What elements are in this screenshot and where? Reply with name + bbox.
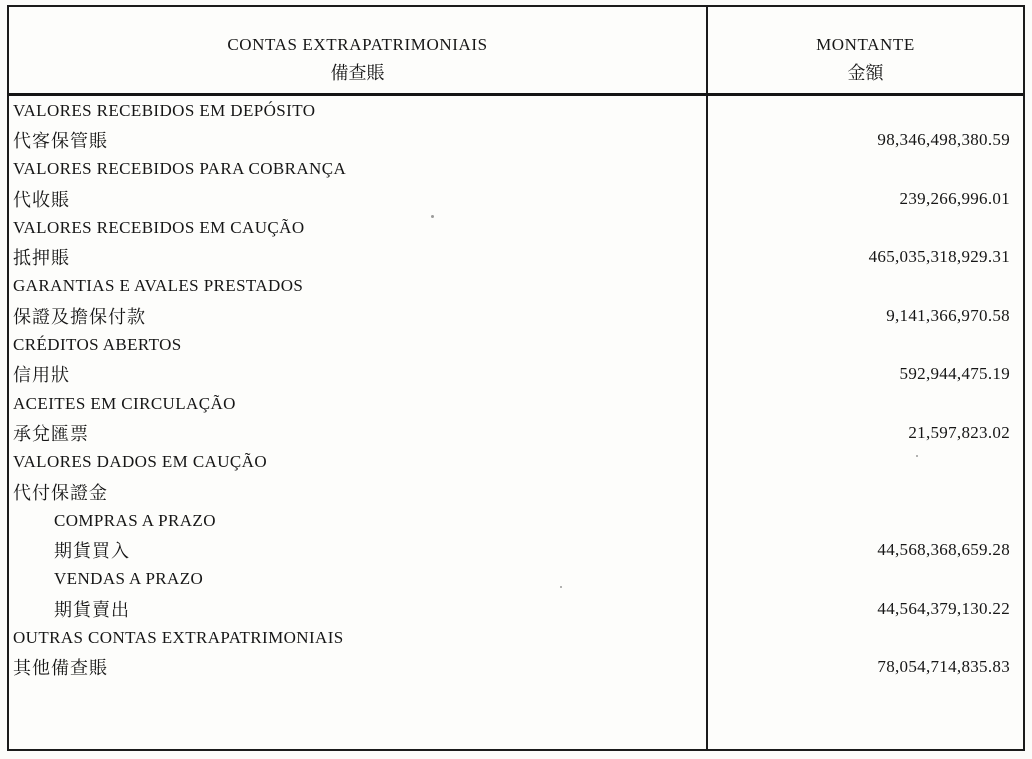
- account-name-pt: VENDAS A PRAZO: [54, 569, 204, 589]
- amount-cell-empty: [708, 506, 1023, 535]
- amount-cell: [708, 477, 1023, 506]
- account-name-cell: [9, 155, 708, 184]
- account-row-name-pt: [9, 330, 1023, 359]
- account-amount: 98,346,498,380.59: [877, 129, 1010, 149]
- account-row-name-zh: [9, 184, 1023, 213]
- account-name-pt: ACEITES EM CIRCULAÇÃO: [13, 393, 236, 413]
- account-name-cell: [9, 96, 708, 125]
- account-name-cell: [9, 213, 708, 242]
- table-blank-space: [9, 682, 1023, 749]
- account-name-pt: VALORES RECEBIDOS PARA COBRANÇA: [13, 159, 347, 179]
- account-name-pt: VALORES DADOS EM CAUÇÃO: [13, 452, 267, 472]
- account-row-name-zh: [9, 301, 1023, 330]
- scan-speck: [916, 455, 918, 457]
- amount-cell-empty: [708, 623, 1023, 652]
- header-amount-label-zh: 金額: [847, 63, 884, 83]
- account-name-cell: [9, 477, 708, 506]
- account-row-name-pt: [9, 155, 1023, 184]
- account-name-cell: [9, 418, 708, 447]
- table-body: [9, 96, 1023, 749]
- account-name-pt: COMPRAS A PRAZO: [54, 510, 216, 530]
- account-amount: 21,597,823.02: [908, 422, 1010, 442]
- scan-speck: [560, 586, 562, 588]
- account-amount: 465,035,318,929.31: [868, 247, 1010, 267]
- account-amount: 592,944,475.19: [899, 364, 1010, 384]
- account-name-zh: 抵押賬: [13, 248, 70, 269]
- amount-cell-empty: [708, 389, 1023, 418]
- account-name-cell: [9, 565, 708, 594]
- header-accounts-label-pt: CONTAS EXTRAPATRIMONIAIS: [227, 35, 488, 54]
- account-row-name-zh: [9, 535, 1023, 564]
- header-cell-amount: [708, 7, 1023, 93]
- amount-cell-empty: [708, 155, 1023, 184]
- account-name-cell: [9, 184, 708, 213]
- account-row-name-pt: [9, 448, 1023, 477]
- amount-cell: [708, 535, 1023, 564]
- account-row-name-zh: [9, 594, 1023, 623]
- account-row-name-zh: [9, 418, 1023, 447]
- amount-cell: [708, 594, 1023, 623]
- account-name-cell: [9, 535, 708, 564]
- amount-cell: [708, 125, 1023, 154]
- account-name-zh: 期貨賣出: [54, 599, 130, 620]
- account-name-pt: OUTRAS CONTAS EXTRAPATRIMONIAIS: [13, 627, 344, 647]
- account-name-pt: VALORES RECEBIDOS EM CAUÇÃO: [13, 217, 305, 237]
- blank-left-cell: [9, 682, 708, 749]
- amount-cell-empty: [708, 96, 1023, 125]
- table-header: [9, 7, 1023, 96]
- account-name-zh: 期貨買入: [54, 541, 130, 562]
- header-cell-accounts: [9, 7, 708, 93]
- amount-cell-empty: [708, 330, 1023, 359]
- account-name-cell: [9, 301, 708, 330]
- account-name-pt: VALORES RECEBIDOS EM DEPÓSITO: [13, 100, 316, 120]
- amount-cell-empty: [708, 565, 1023, 594]
- amount-cell-empty: [708, 213, 1023, 242]
- account-row-name-zh: [9, 360, 1023, 389]
- account-name-cell: [9, 360, 708, 389]
- account-amount: 9,141,366,970.58: [886, 305, 1010, 325]
- account-amount: 44,564,379,130.22: [877, 598, 1010, 618]
- blank-right-cell: [708, 682, 1023, 749]
- account-name-cell: [9, 653, 708, 682]
- account-row-name-pt: [9, 213, 1023, 242]
- amount-cell: [708, 418, 1023, 447]
- account-name-cell: [9, 272, 708, 301]
- account-row-name-pt: [9, 506, 1023, 535]
- account-name-cell: [9, 389, 708, 418]
- account-row-name-pt: [9, 565, 1023, 594]
- account-amount: 44,568,368,659.28: [877, 540, 1010, 560]
- account-name-zh: 其他備查賬: [13, 658, 108, 679]
- account-row-name-pt: [9, 96, 1023, 125]
- account-row-name-zh: [9, 125, 1023, 154]
- account-name-cell: [9, 125, 708, 154]
- account-amount: 239,266,996.01: [899, 188, 1010, 208]
- account-row-name-pt: [9, 272, 1023, 301]
- account-name-pt: CRÉDITOS ABERTOS: [13, 335, 182, 355]
- amount-cell: [708, 184, 1023, 213]
- amount-cell-empty: [708, 448, 1023, 477]
- scan-speck: [431, 215, 434, 218]
- account-name-zh: 代客保管賬: [13, 130, 108, 151]
- account-name-cell: [9, 448, 708, 477]
- account-name-cell: [9, 506, 708, 535]
- account-row-name-zh: [9, 653, 1023, 682]
- amount-cell: [708, 242, 1023, 271]
- amount-cell: [708, 653, 1023, 682]
- account-name-zh: 代付保證金: [13, 482, 108, 503]
- header-amount-label-pt: MONTANTE: [816, 35, 915, 54]
- account-name-cell: [9, 242, 708, 271]
- account-amount: 78,054,714,835.83: [877, 657, 1010, 677]
- account-row-name-pt: [9, 623, 1023, 652]
- account-row-name-zh: [9, 477, 1023, 506]
- account-name-zh: 信用狀: [13, 365, 70, 386]
- account-name-cell: [9, 594, 708, 623]
- amount-cell-empty: [708, 272, 1023, 301]
- account-name-cell: [9, 330, 708, 359]
- amount-cell: [708, 360, 1023, 389]
- header-accounts-label-zh: 備查賬: [330, 63, 385, 83]
- account-row-name-pt: [9, 389, 1023, 418]
- account-name-cell: [9, 623, 708, 652]
- amount-cell: [708, 301, 1023, 330]
- account-name-zh: 代收賬: [13, 189, 70, 210]
- account-name-pt: GARANTIAS E AVALES PRESTADOS: [13, 276, 304, 296]
- account-row-name-zh: [9, 242, 1023, 271]
- account-name-zh: 承兌匯票: [13, 423, 89, 444]
- extrapatrimonial-accounts-table: [7, 5, 1025, 751]
- account-name-zh: 保證及擔保付款: [13, 306, 146, 327]
